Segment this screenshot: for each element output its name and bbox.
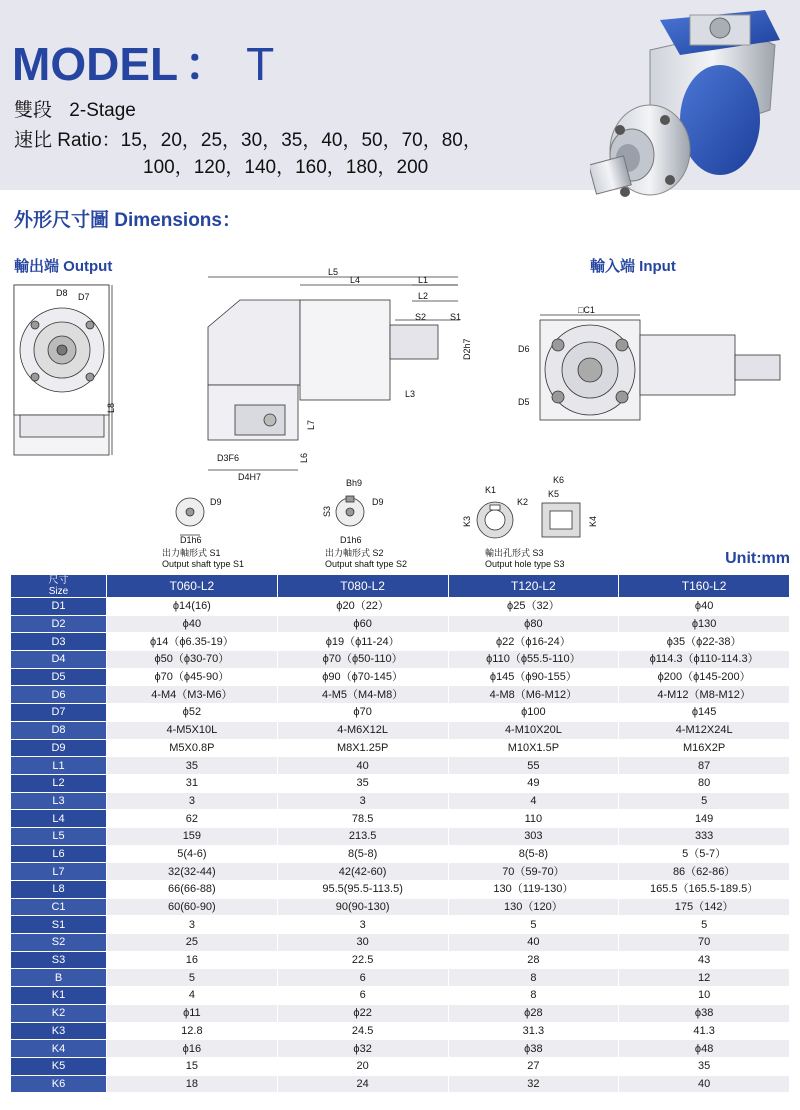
table-cell: 40 <box>277 757 448 775</box>
label-S1: S1 <box>450 312 462 322</box>
row-label-D4: D4 <box>11 651 107 669</box>
table-cell: ϕ100 <box>448 704 619 722</box>
table-cell: ϕ70（ϕ50-110） <box>277 651 448 669</box>
label-L5: L5 <box>328 267 339 277</box>
table-row <box>11 668 790 686</box>
table-row <box>11 721 790 739</box>
table-cell: 49 <box>448 774 619 792</box>
table-row <box>11 898 790 916</box>
shaft-type-s2 <box>336 496 364 526</box>
table-cell: 3 <box>277 916 448 934</box>
row-label-L2: L2 <box>11 774 107 792</box>
label-K3: K3 <box>462 515 472 527</box>
row-label-D3: D3 <box>11 633 107 651</box>
side-view <box>208 300 438 440</box>
label-S3: S3 <box>322 505 332 517</box>
input-view <box>540 320 780 420</box>
output-front-view <box>14 285 112 455</box>
stage-line <box>14 95 136 122</box>
table-cell: 4-M5（M4-M8） <box>277 686 448 704</box>
row-label-K2: K2 <box>11 1004 107 1022</box>
table-cell: 4 <box>107 987 278 1005</box>
table-cell: 31.3 <box>448 1022 619 1040</box>
table-cell: 60(60-90) <box>107 898 278 916</box>
row-label-L7: L7 <box>11 863 107 881</box>
table-cell: ϕ22 <box>277 1004 448 1022</box>
column-header-T120: T120-L2 <box>448 575 619 598</box>
table-cell: ϕ52 <box>107 704 278 722</box>
table-cell: ϕ200（ϕ145-200） <box>619 668 790 686</box>
table-cell: ϕ38 <box>619 1004 790 1022</box>
table-cell: 18 <box>107 1075 278 1093</box>
label-K4: K4 <box>588 515 598 527</box>
table-cell: 24.5 <box>277 1022 448 1040</box>
table-cell: 41.3 <box>619 1022 790 1040</box>
table-cell: 4-M8（M6-M12） <box>448 686 619 704</box>
table-cell: ϕ40 <box>107 615 278 633</box>
table-cell: ϕ70（ϕ45-90） <box>107 668 278 686</box>
table-cell: 4-M5X10L <box>107 721 278 739</box>
table-row <box>11 845 790 863</box>
table-cell: 8(5-8) <box>448 845 619 863</box>
row-label-K5: K5 <box>11 1057 107 1075</box>
table-row <box>11 969 790 987</box>
table-cell: 8 <box>448 987 619 1005</box>
table-row <box>11 774 790 792</box>
table-cell: 4-M12X24L <box>619 721 790 739</box>
label-D9-s1: D9 <box>210 497 222 507</box>
table-cell: 16 <box>107 951 278 969</box>
gearbox-product-image <box>590 10 795 215</box>
caption-s3-en: Output hole type S3 <box>485 559 565 569</box>
table-cell: 213.5 <box>277 827 448 845</box>
stage-cn: 雙段 <box>14 100 53 121</box>
row-label-L1: L1 <box>11 757 107 775</box>
table-row <box>11 757 790 775</box>
table-cell: 5 <box>448 916 619 934</box>
ratio-label: Ratio： <box>57 130 121 151</box>
table-cell: 10 <box>619 987 790 1005</box>
label-D1h6-s1: D1h6 <box>180 535 202 545</box>
table-cell: 40 <box>448 934 619 952</box>
corner-en: Size <box>48 586 69 597</box>
caption-s1-en: Output shaft type S1 <box>162 559 245 569</box>
table-row <box>11 1057 790 1075</box>
table-cell: ϕ70 <box>277 704 448 722</box>
table-cell: ϕ14(16) <box>107 598 278 616</box>
caption-s2-en: Output shaft type S2 <box>325 559 408 569</box>
shaft-type-s1 <box>176 498 204 535</box>
table-cell: 175（142） <box>619 898 790 916</box>
table-cell: ϕ80 <box>448 615 619 633</box>
table-cell: 4-M6X12L <box>277 721 448 739</box>
table-cell: 35 <box>277 774 448 792</box>
row-label-D2: D2 <box>11 615 107 633</box>
table-cell: 42(42-60) <box>277 863 448 881</box>
table-cell: M10X1.5P <box>448 739 619 757</box>
table-row <box>11 951 790 969</box>
table-row <box>11 934 790 952</box>
row-label-D6: D6 <box>11 686 107 704</box>
table-cell: 80 <box>619 774 790 792</box>
table-cell: 35 <box>619 1057 790 1075</box>
table-cell: 27 <box>448 1057 619 1075</box>
table-cell: 24 <box>277 1075 448 1093</box>
label-D2h7: D2h7 <box>462 338 472 360</box>
caption-s2-cn: 出力軸形式 S2 <box>325 548 384 558</box>
row-label-K4: K4 <box>11 1040 107 1058</box>
table-cell: M8X1.25P <box>277 739 448 757</box>
label-L3: L3 <box>405 389 416 399</box>
table-cell: ϕ40 <box>619 598 790 616</box>
table-cell: 165.5（165.5-189.5） <box>619 881 790 899</box>
dimension-drawing <box>0 265 800 570</box>
table-cell: 159 <box>107 827 278 845</box>
table-row <box>11 792 790 810</box>
table-cell: 5(4-6) <box>107 845 278 863</box>
table-cell: ϕ48 <box>619 1040 790 1058</box>
label-K6: K6 <box>553 475 565 485</box>
table-cell: 5（5-7） <box>619 845 790 863</box>
table-cell: 40 <box>619 1075 790 1093</box>
table-header-row <box>11 575 790 598</box>
table-cell: 4-M10X20L <box>448 721 619 739</box>
table-cell: 66(66-88) <box>107 881 278 899</box>
table-cell: ϕ38 <box>448 1040 619 1058</box>
table-cell: 110 <box>448 810 619 828</box>
model-name: T <box>246 38 275 90</box>
dimension-table <box>10 574 790 1093</box>
table-cell: 32 <box>448 1075 619 1093</box>
label-D6: D6 <box>518 344 530 354</box>
column-header-T160: T160-L2 <box>619 575 790 598</box>
table-cell: ϕ32 <box>277 1040 448 1058</box>
table-cell: 4-M12（M8-M12） <box>619 686 790 704</box>
table-cell: 12 <box>619 969 790 987</box>
row-label-S3: S3 <box>11 951 107 969</box>
row-label-K1: K1 <box>11 987 107 1005</box>
column-header-T080: T080-L2 <box>277 575 448 598</box>
table-cell: ϕ50（ϕ30-70） <box>107 651 278 669</box>
ratio-values-1: 15，20，25，30，35，40，50，70，80， <box>120 130 482 151</box>
table-cell: M16X2P <box>619 739 790 757</box>
table-cell: ϕ114.3（ϕ110-114.3） <box>619 651 790 669</box>
table-cell: 15 <box>107 1057 278 1075</box>
row-label-L5: L5 <box>11 827 107 845</box>
table-cell: 4 <box>448 792 619 810</box>
table-row <box>11 1004 790 1022</box>
table-row <box>11 810 790 828</box>
label-L6: L6 <box>299 452 309 463</box>
table-cell: 32(32-44) <box>107 863 278 881</box>
table-row <box>11 987 790 1005</box>
table-cell: 333 <box>619 827 790 845</box>
table-cell: 20 <box>277 1057 448 1075</box>
table-row <box>11 739 790 757</box>
table-row <box>11 704 790 722</box>
table-cell: ϕ60 <box>277 615 448 633</box>
table-row <box>11 633 790 651</box>
row-label-K3: K3 <box>11 1022 107 1040</box>
table-row <box>11 1040 790 1058</box>
table-cell: 90(90-130) <box>277 898 448 916</box>
table-cell: 8(5-8) <box>277 845 448 863</box>
table-cell: ϕ20（22） <box>277 598 448 616</box>
label-C1: □C1 <box>578 305 595 315</box>
table-row <box>11 651 790 669</box>
output-label: 輸出端 Output <box>14 258 113 275</box>
table-cell: ϕ28 <box>448 1004 619 1022</box>
table-cell: M5X0.8P <box>107 739 278 757</box>
row-label-L3: L3 <box>11 792 107 810</box>
label-Bh9: Bh9 <box>346 478 363 488</box>
table-cell: 55 <box>448 757 619 775</box>
table-cell: 3 <box>107 916 278 934</box>
label-K1: K1 <box>485 485 497 495</box>
table-row <box>11 615 790 633</box>
row-label-D7: D7 <box>11 704 107 722</box>
table-cell: 30 <box>277 934 448 952</box>
label-S2: S2 <box>415 312 427 322</box>
table-row <box>11 1022 790 1040</box>
table-cell: 8 <box>448 969 619 987</box>
table-cell: 3 <box>107 792 278 810</box>
table-cell: 130（119-130） <box>448 881 619 899</box>
table-row <box>11 686 790 704</box>
ratio-line <box>14 125 482 152</box>
row-label-L6: L6 <box>11 845 107 863</box>
hole-type-s3 <box>477 502 580 538</box>
ratio-cn: 速比 <box>14 130 53 151</box>
table-cell: ϕ130 <box>619 615 790 633</box>
table-cell: 149 <box>619 810 790 828</box>
label-L8: L8 <box>106 402 116 413</box>
table-row <box>11 916 790 934</box>
table-cell: 6 <box>277 987 448 1005</box>
table-row <box>11 1075 790 1093</box>
table-cell: 95.5(95.5-113.5) <box>277 881 448 899</box>
label-D3F6: D3F6 <box>217 453 240 463</box>
table-cell: 28 <box>448 951 619 969</box>
ratio-values-2: 100，120，140，160，180，200 <box>143 157 429 178</box>
caption-s1-cn: 出力軸形式 S1 <box>162 548 221 558</box>
row-label-D9: D9 <box>11 739 107 757</box>
title-colon: ： <box>184 38 231 90</box>
table-cell: ϕ90（ϕ70-145） <box>277 668 448 686</box>
row-label-S2: S2 <box>11 934 107 952</box>
page-title <box>12 28 274 94</box>
table-cell: ϕ16 <box>107 1040 278 1058</box>
table-row <box>11 827 790 845</box>
table-cell: 303 <box>448 827 619 845</box>
row-label-D1: D1 <box>11 598 107 616</box>
table-cell: 12.8 <box>107 1022 278 1040</box>
row-label-B: B <box>11 969 107 987</box>
label-L1: L1 <box>418 275 429 285</box>
row-label-C1: C1 <box>11 898 107 916</box>
table-body <box>11 598 790 1093</box>
table-cell: 70（59-70） <box>448 863 619 881</box>
row-label-K6: K6 <box>11 1075 107 1093</box>
stage-en: 2-Stage <box>69 100 136 121</box>
label-K5: K5 <box>548 489 560 499</box>
label-L2: L2 <box>418 291 429 301</box>
table-cell: ϕ145 <box>619 704 790 722</box>
table-cell: 78.5 <box>277 810 448 828</box>
table-cell: 5 <box>107 969 278 987</box>
table-cell: 70 <box>619 934 790 952</box>
table-cell: ϕ35（ϕ22-38） <box>619 633 790 651</box>
label-K2: K2 <box>517 497 529 507</box>
caption-s3-cn: 輸出孔形式 S3 <box>485 548 544 558</box>
label-D4H7: D4H7 <box>238 472 262 482</box>
table-cell: 35 <box>107 757 278 775</box>
row-label-L4: L4 <box>11 810 107 828</box>
table-row <box>11 881 790 899</box>
corner-cn: 尺寸 <box>48 575 69 586</box>
table-cell: 5 <box>619 792 790 810</box>
table-cell: ϕ14（ϕ6.35-19） <box>107 633 278 651</box>
dimensions-title: 外形尺寸圖 Dimensions： <box>14 210 241 231</box>
row-label-D8: D8 <box>11 721 107 739</box>
table-row <box>11 598 790 616</box>
table-cell: 22.5 <box>277 951 448 969</box>
table-cell: ϕ19（ϕ11-24） <box>277 633 448 651</box>
table-cell: ϕ110（ϕ55.5-110） <box>448 651 619 669</box>
table-cell: ϕ11 <box>107 1004 278 1022</box>
label-D9-s2: D9 <box>372 497 384 507</box>
table-cell: 4-M4（M3-M6） <box>107 686 278 704</box>
table-cell: 31 <box>107 774 278 792</box>
table-cell: 6 <box>277 969 448 987</box>
title-model-label: MODEL <box>12 38 179 90</box>
table-cell: 86（62-86） <box>619 863 790 881</box>
label-D5: D5 <box>518 397 530 407</box>
row-label-L8: L8 <box>11 881 107 899</box>
table-corner <box>11 575 107 598</box>
label-L7: L7 <box>306 419 316 430</box>
row-label-S1: S1 <box>11 916 107 934</box>
table-cell: 5 <box>619 916 790 934</box>
table-cell: 87 <box>619 757 790 775</box>
table-cell: 62 <box>107 810 278 828</box>
column-header-T060: T060-L2 <box>107 575 278 598</box>
table-cell: 25 <box>107 934 278 952</box>
table-row <box>11 863 790 881</box>
table-cell: ϕ25（32） <box>448 598 619 616</box>
unit-label: Unit:mm <box>725 550 790 567</box>
table-cell: ϕ22（ϕ16-24） <box>448 633 619 651</box>
table-cell: 3 <box>277 792 448 810</box>
table-cell: 130（120） <box>448 898 619 916</box>
label-D7: D7 <box>78 292 90 302</box>
table-cell: 43 <box>619 951 790 969</box>
label-L4: L4 <box>350 275 361 285</box>
row-label-D5: D5 <box>11 668 107 686</box>
label-D1h6-s2: D1h6 <box>340 535 362 545</box>
label-D8: D8 <box>56 288 68 298</box>
table-cell: ϕ145（ϕ90-155） <box>448 668 619 686</box>
input-label: 輸入端 Input <box>590 258 676 275</box>
